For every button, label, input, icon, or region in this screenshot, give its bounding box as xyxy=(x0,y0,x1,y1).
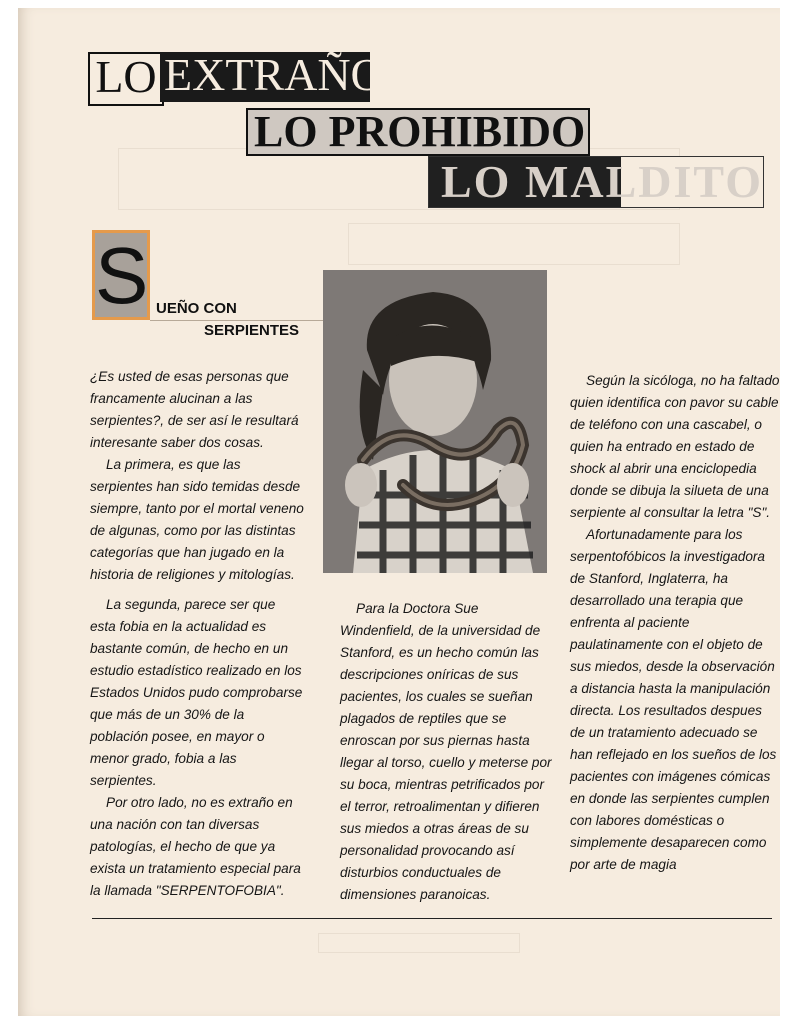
title-underline xyxy=(150,320,330,321)
masthead-lo-prohibido: LO PROHIBIDO xyxy=(246,108,590,156)
girl-with-snake-photo xyxy=(323,270,547,573)
masthead-lo-maldito xyxy=(428,156,764,208)
column-right xyxy=(570,370,780,876)
masthead-extrano: EXTRAÑO xyxy=(160,52,370,102)
col1-paragraph: Por otro lado, no es extraño en una nación con tan diversas patologías, el hecho de que ya exista un tratamiento especial para la llamada "SERPENTOFOBIA". xyxy=(90,795,301,898)
article-title-line1: UEÑO CON xyxy=(156,300,237,317)
bleed-through-block xyxy=(348,223,680,265)
article-title-line2: SERPIENTES xyxy=(204,322,300,339)
col1-paragraph: La primera, es que las serpientes han sido temidas desde siempre, tanto por el mortal veneno de algunas, como por las distintas categorías que han jugado en la historia de religiones y mitologías. xyxy=(90,457,304,582)
col1-paragraph: ¿Es usted de esas personas que francamente alucinan a las serpientes?, de ser así le resultará interesante saber dos cosas. xyxy=(90,369,299,450)
col3-paragraph: Según la sicóloga, no ha faltado quien identifica con pavor su cable de teléfono con una cascabel, o quien ha entrado en estado de shock al abrir una enciclopedia donde se dibuja la silueta de una serpiente al consultar la letra "S". xyxy=(570,373,780,520)
column-middle xyxy=(340,598,552,906)
bottom-rule xyxy=(92,918,772,919)
photo-illustration xyxy=(323,270,547,573)
bleed-through-block xyxy=(318,933,520,953)
column-left xyxy=(90,366,304,902)
col2-paragraph: Para la Doctora Sue Windenfield, de la universidad de Stanford, es un hecho común las descripciones oníricas de sus pacientes, los cuales se sueñan plagados de reptiles que se enroscan por sus piernas hasta llegar al torso, cuello y meterse por su boca, mientras petrificados por el terror, retroalimentan y difieren sus miedos a otras áreas de su personalidad provocando así disturbios conductuales de dimensiones paranoicas. xyxy=(340,601,552,902)
masthead-lo-maldito-text: LO MALDITO xyxy=(441,156,764,207)
masthead-lo: LO xyxy=(88,52,164,106)
magazine-page xyxy=(18,8,780,1016)
col3-paragraph: Afortunadamente para los serpentofóbicos la investigadora de Stanford, Inglaterra, ha desarrollado una terapia que enfrenta al paciente paulatinamente con el objeto de sus miedos, desde la observación a distancia hasta la manipulación directa. Los resultados despues de un tratamiento adecuado se han reflejado en los sueños de los pacientes con imágenes cómicas en donde las serpientes cumplen con labores domésticas o simplemente desaparecen como por arte de magia xyxy=(570,527,777,872)
drop-cap: S xyxy=(92,230,150,320)
col1-paragraph: La segunda, parece ser que esta fobia en la actualidad es bastante común, de hecho en un estudio estadístico realizado en los Estados Unidos pudo comprobarse que más de un 30% de la población posee, en mayor o menor grado, fobia a las serpientes. xyxy=(90,597,303,788)
